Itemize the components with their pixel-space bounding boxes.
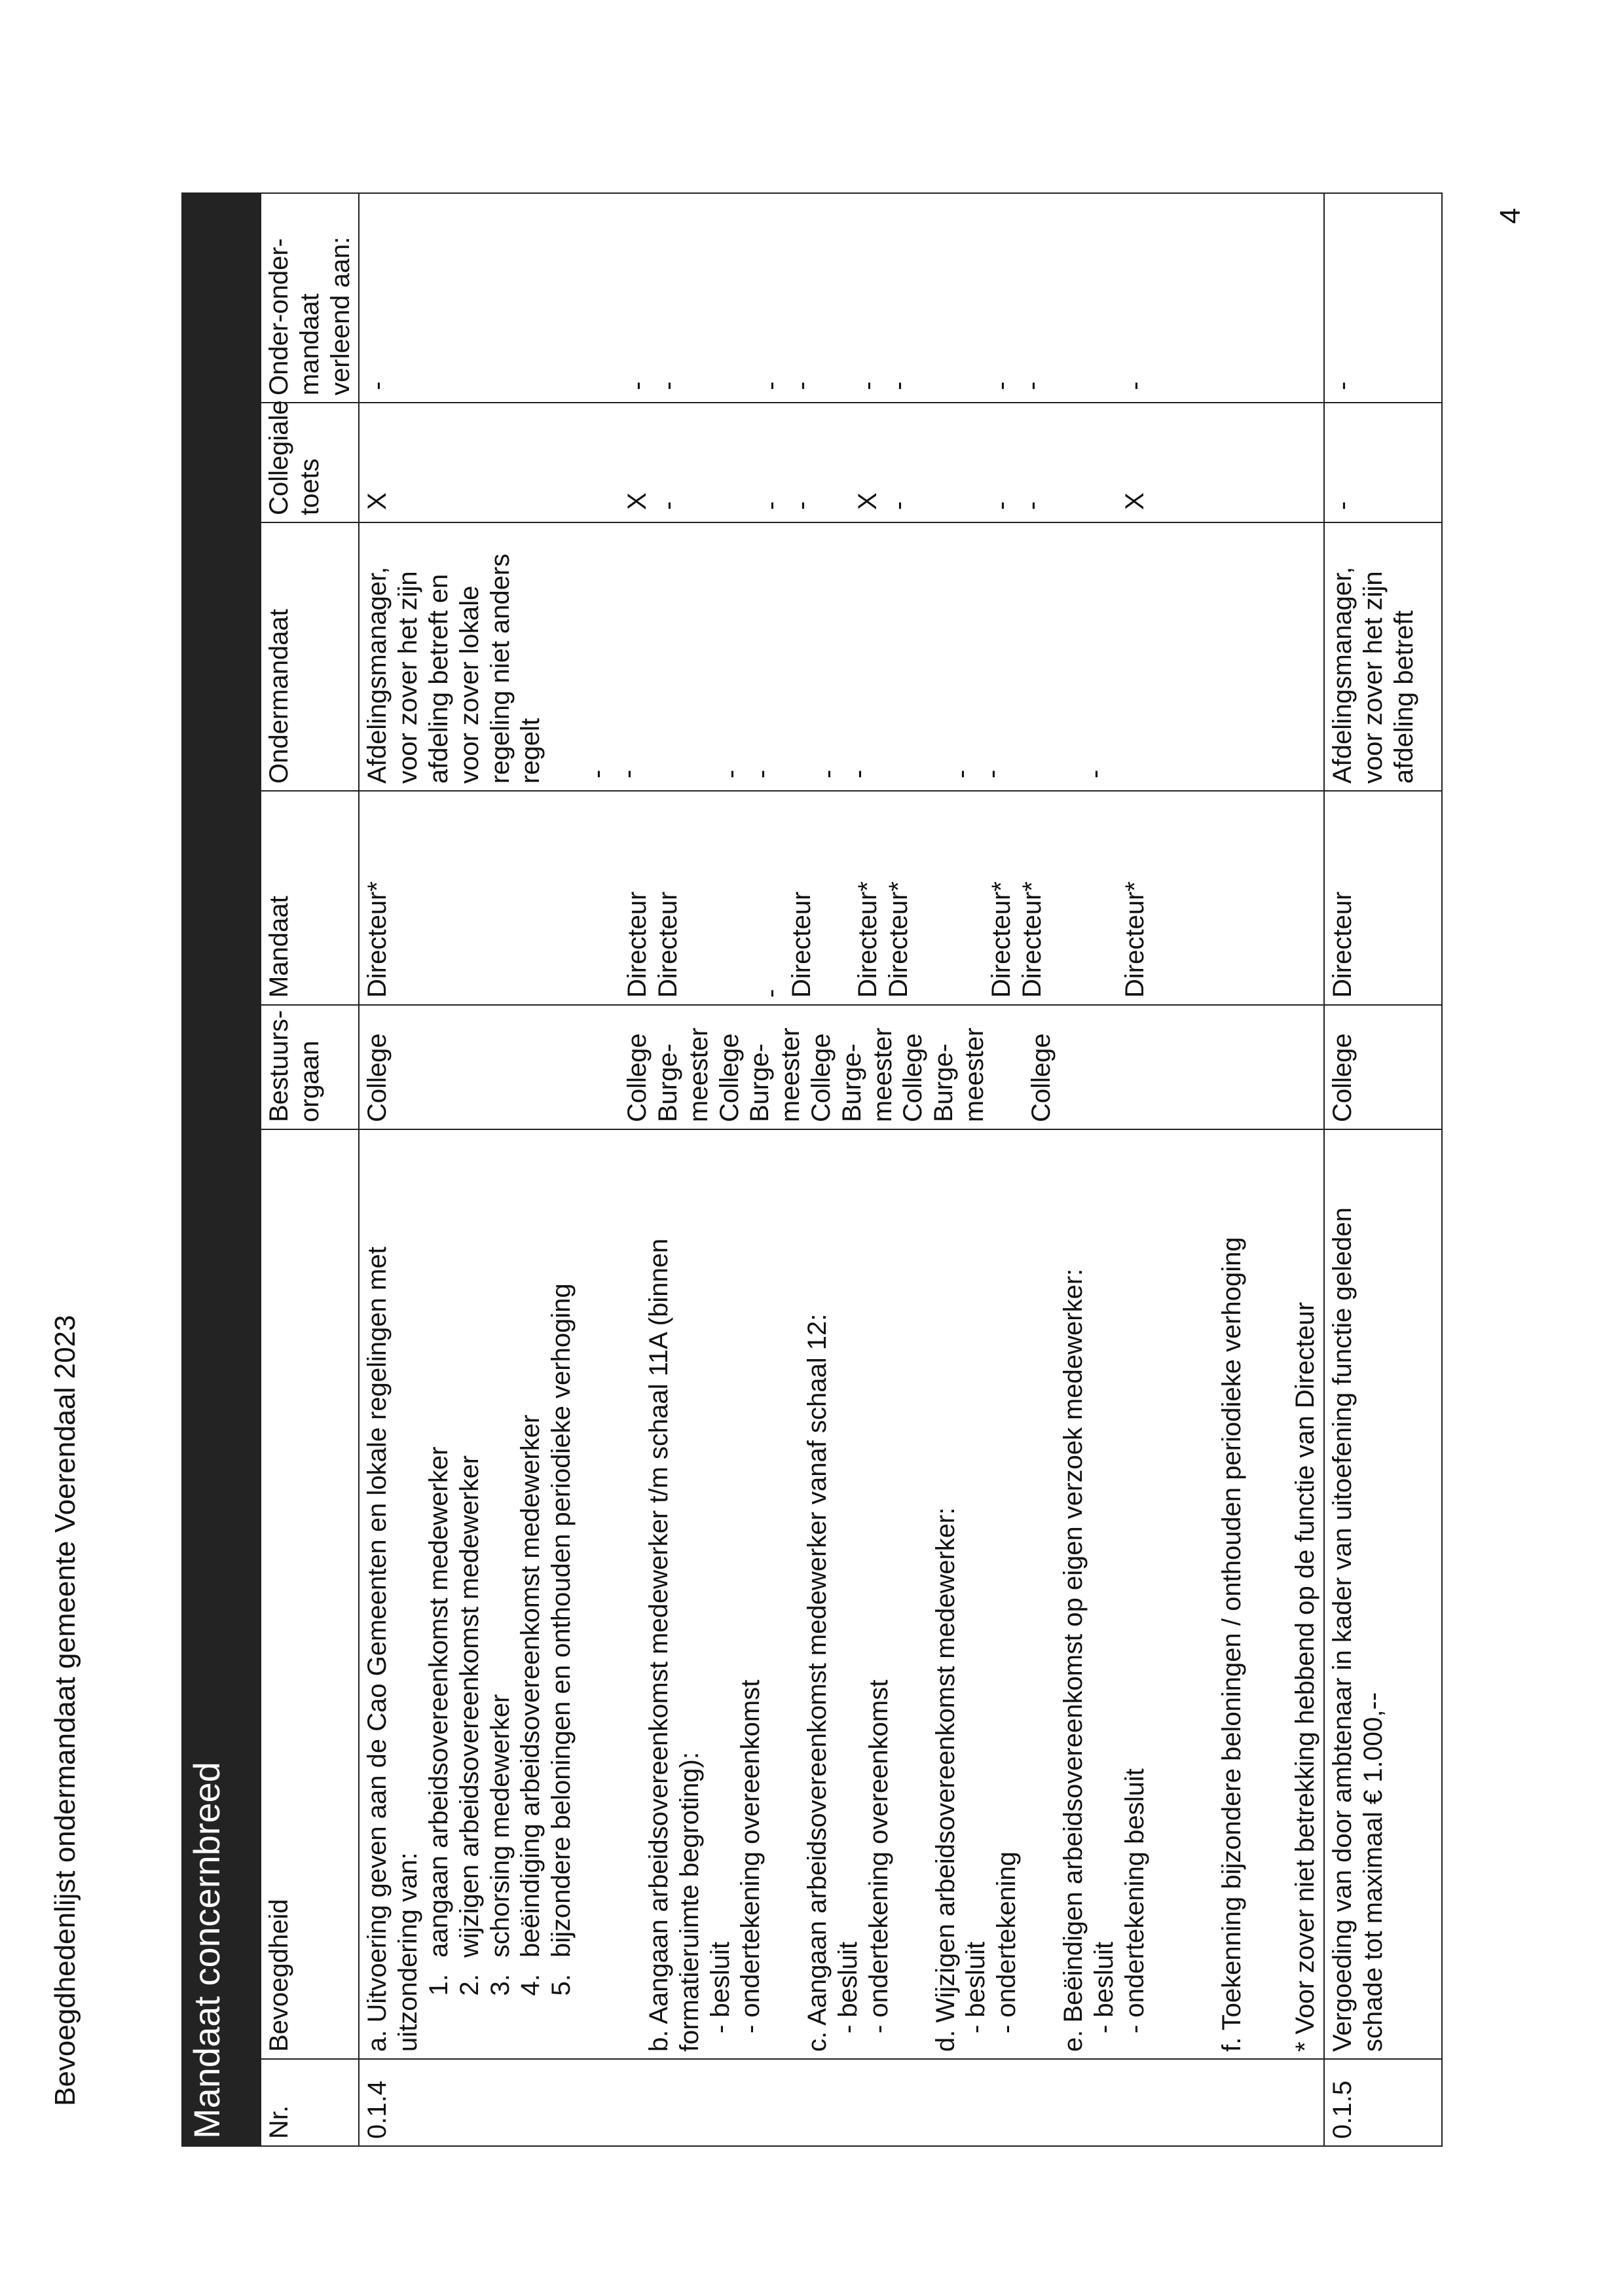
c-onderteken-mandaat: Directeur [786, 891, 816, 998]
e-besluit-mandaat: Directeur* [986, 881, 1016, 998]
table-title-row [182, 193, 261, 2146]
d-onderteken-mandaat: Directeur* [884, 881, 913, 998]
c-besluit-mandaat: - [756, 989, 785, 998]
c-onderteken-ondermandaat: - [747, 769, 776, 778]
cell-onder-ondermandaat [1324, 193, 1442, 403]
cell-bevoegdheid [359, 1129, 1324, 2059]
a-collegiale-toets: X [363, 492, 392, 510]
c-onderteken-toets: - [786, 501, 816, 510]
d-besluit-toets: X [853, 492, 883, 510]
exceptions-list [424, 1137, 577, 2052]
b-besluit-toets: X [623, 492, 652, 510]
d-besluit-mandaat: Directeur* [853, 881, 883, 998]
cell-onder-ondermandaat [359, 193, 1324, 403]
item-c-ondertekening: - ondertekening overeenkomst [864, 1679, 893, 2033]
item-c: c. Aangaan arbeidsovereenkomst medewerker vanaf schaal 12: [803, 1313, 832, 2052]
c-besluit-toets: - [756, 501, 785, 510]
list-item: 5. bijzondere beloningen en onthouden periodieke verhoging [546, 1137, 577, 1967]
e-besluit-toets: - [986, 501, 1016, 510]
item-e: e. Beëindigen arbeidsovereenkomst op eigen verzoek medewerker: [1058, 1268, 1088, 2052]
cell-bestuursorgaan [359, 1005, 1324, 1129]
f-ondermandaat: - [1080, 769, 1109, 778]
table-title: Mandaat concernbreed [182, 193, 261, 2146]
d-besluit-bestuursorgaan: College [806, 1033, 836, 1122]
cell-collegiale-toets [359, 403, 1324, 522]
item-b-besluit: - besluit [705, 1941, 735, 2033]
item-d-ondertekening: - ondertekening [992, 1851, 1022, 2033]
e-onderteken-ondermandaat: - [977, 769, 1006, 778]
c-besluit-oom: - [756, 381, 785, 390]
cell-bestuursorgaan: College [1324, 1005, 1442, 1129]
list-item: 3. schorsing medewerker [485, 1137, 516, 1967]
c-besluit-ondermandaat: - [716, 769, 745, 778]
col-header-collegiale-toets: Collegiale toets [261, 403, 359, 522]
footnote: * Voor zover niet betrekking hebbend op de functie van Directeur [1291, 1302, 1320, 2052]
col-header-ondermandaat: Ondermandaat [261, 522, 359, 791]
table-row-0-1-4 [359, 193, 1324, 2146]
cell-ondermandaat [359, 522, 1324, 791]
a-bestuursorgaan: College [363, 1033, 392, 1122]
col-header-onder-ondermandaat: Onder-onder-mandaat verleend aan: [261, 193, 359, 403]
e-onderteken-oom: - [1017, 381, 1046, 390]
col-header-bevoegdheid: Bevoegdheid [261, 1129, 359, 2059]
b-onderteken-mandaat: Directeur [653, 891, 682, 998]
col-header-nr: Nr. [261, 2059, 359, 2146]
item-f: f. Toekenning bijzondere beloningen / onthouden periodieke verhoging [1217, 1237, 1247, 2052]
f-bestuursorgaan: College [1026, 1033, 1056, 1122]
item-c-besluit: - besluit [833, 1941, 862, 2033]
b-besluit-oom: - [623, 381, 652, 390]
a-onder-ondermandaat: - [363, 381, 392, 390]
col-header-bestuursorgaan: Bestuurs-orgaan [261, 1005, 359, 1129]
list-item: 4. beëindiging arbeidsovereenkomst medewerker [515, 1137, 546, 1967]
cell-mandaat [359, 791, 1324, 1005]
e-besluit-ondermandaat: - [946, 769, 976, 778]
c-onderteken-oom: - [786, 381, 816, 390]
col-header-mandaat: Mandaat [261, 791, 359, 1005]
cell-nr: 0.1.5 [1324, 2059, 1442, 2146]
b-besluit-ondermandaat: - [583, 769, 612, 778]
d-onderteken-toets: - [884, 501, 913, 510]
item-d-besluit: - besluit [961, 1941, 991, 2033]
page-number: 4 [1494, 208, 1526, 224]
list-item: 2. wijzigen arbeidsovereenkomst medewerker [454, 1137, 485, 1967]
a-ondermandaat: Afdelingsmanager, voor zover het zijn afdeling betreft en voor zover lokale regeling niet anders regelt [363, 553, 545, 784]
c-onderteken-bestuursorgaan: Burge-meester [745, 1027, 805, 1122]
e-besluit-oom: - [986, 381, 1016, 390]
list-item: 1. aangaan arbeidsovereenkomst medewerker [424, 1137, 454, 1967]
item-b: b. Aangaan arbeidsovereenkomst medewerker t/m schaal 11A (binnen formatieruimte begroting): [644, 1238, 704, 2052]
e-onderteken-bestuursorgaan: Burge-meester [929, 1027, 989, 1122]
mandate-table [181, 192, 1443, 2147]
column-header-row [261, 193, 359, 2146]
b-onderteken-ondermandaat: - [613, 769, 642, 778]
item-e-ondertekening: - ondertekening besluit [1120, 1768, 1149, 2033]
item-e-besluit: - besluit [1089, 1941, 1118, 2033]
item-d: d. Wijzigen arbeidsovereenkomst medewerker: [931, 1507, 960, 2052]
item-b-ondertekening: - ondertekening overeenkomst [736, 1679, 766, 2033]
cell-collegiale-toets [1324, 403, 1442, 522]
cell-ondermandaat: Afdelingsmanager, voor zover het zijn afdeling betreft [1324, 522, 1442, 791]
item-a: a. Uitvoering geven aan de Cao Gemeenten en lokale regelingen met uitzondering van: [363, 1247, 423, 2052]
e-onderteken-mandaat: Directeur* [1017, 881, 1046, 998]
b-onderteken-bestuursorgaan: Burge-meester [653, 1027, 713, 1122]
f-collegiale-toets: X [1120, 492, 1149, 510]
cell-mandaat: Directeur [1324, 791, 1442, 1005]
cell-nr: 0.1.4 [359, 2059, 1324, 2146]
b-onderteken-toets: - [653, 501, 682, 510]
c-besluit-bestuursorgaan: College [714, 1033, 744, 1122]
table-row-0-1-5 [1324, 193, 1442, 2146]
e-onderteken-toets: - [1017, 501, 1046, 510]
d-onderteken-ondermandaat: - [844, 769, 874, 778]
a-mandaat: Directeur* [363, 881, 392, 998]
b-onderteken-oom: - [653, 381, 682, 390]
d-onderteken-bestuursorgaan: Burge-meester [837, 1027, 897, 1122]
f-mandaat: Directeur* [1120, 881, 1149, 998]
b-besluit-bestuursorgaan: College [623, 1033, 652, 1122]
page-header: Bevoegdhedenlijst ondermandaat gemeente Voerendaal 2023 [49, 1315, 81, 2106]
d-onderteken-oom: - [884, 381, 913, 390]
row-015-oom: - [1327, 381, 1357, 390]
f-onder-ondermandaat: - [1120, 381, 1149, 390]
b-besluit-mandaat: Directeur [623, 891, 652, 998]
cell-bevoegdheid: Vergoeding van door ambtenaar in kader van uitoefening functie geleden schade tot maximaal € 1.000,-- [1324, 1129, 1442, 2059]
d-besluit-oom: - [853, 381, 883, 390]
e-besluit-bestuursorgaan: College [898, 1033, 928, 1122]
d-besluit-ondermandaat: - [813, 769, 843, 778]
row-015-toets: - [1327, 501, 1357, 510]
